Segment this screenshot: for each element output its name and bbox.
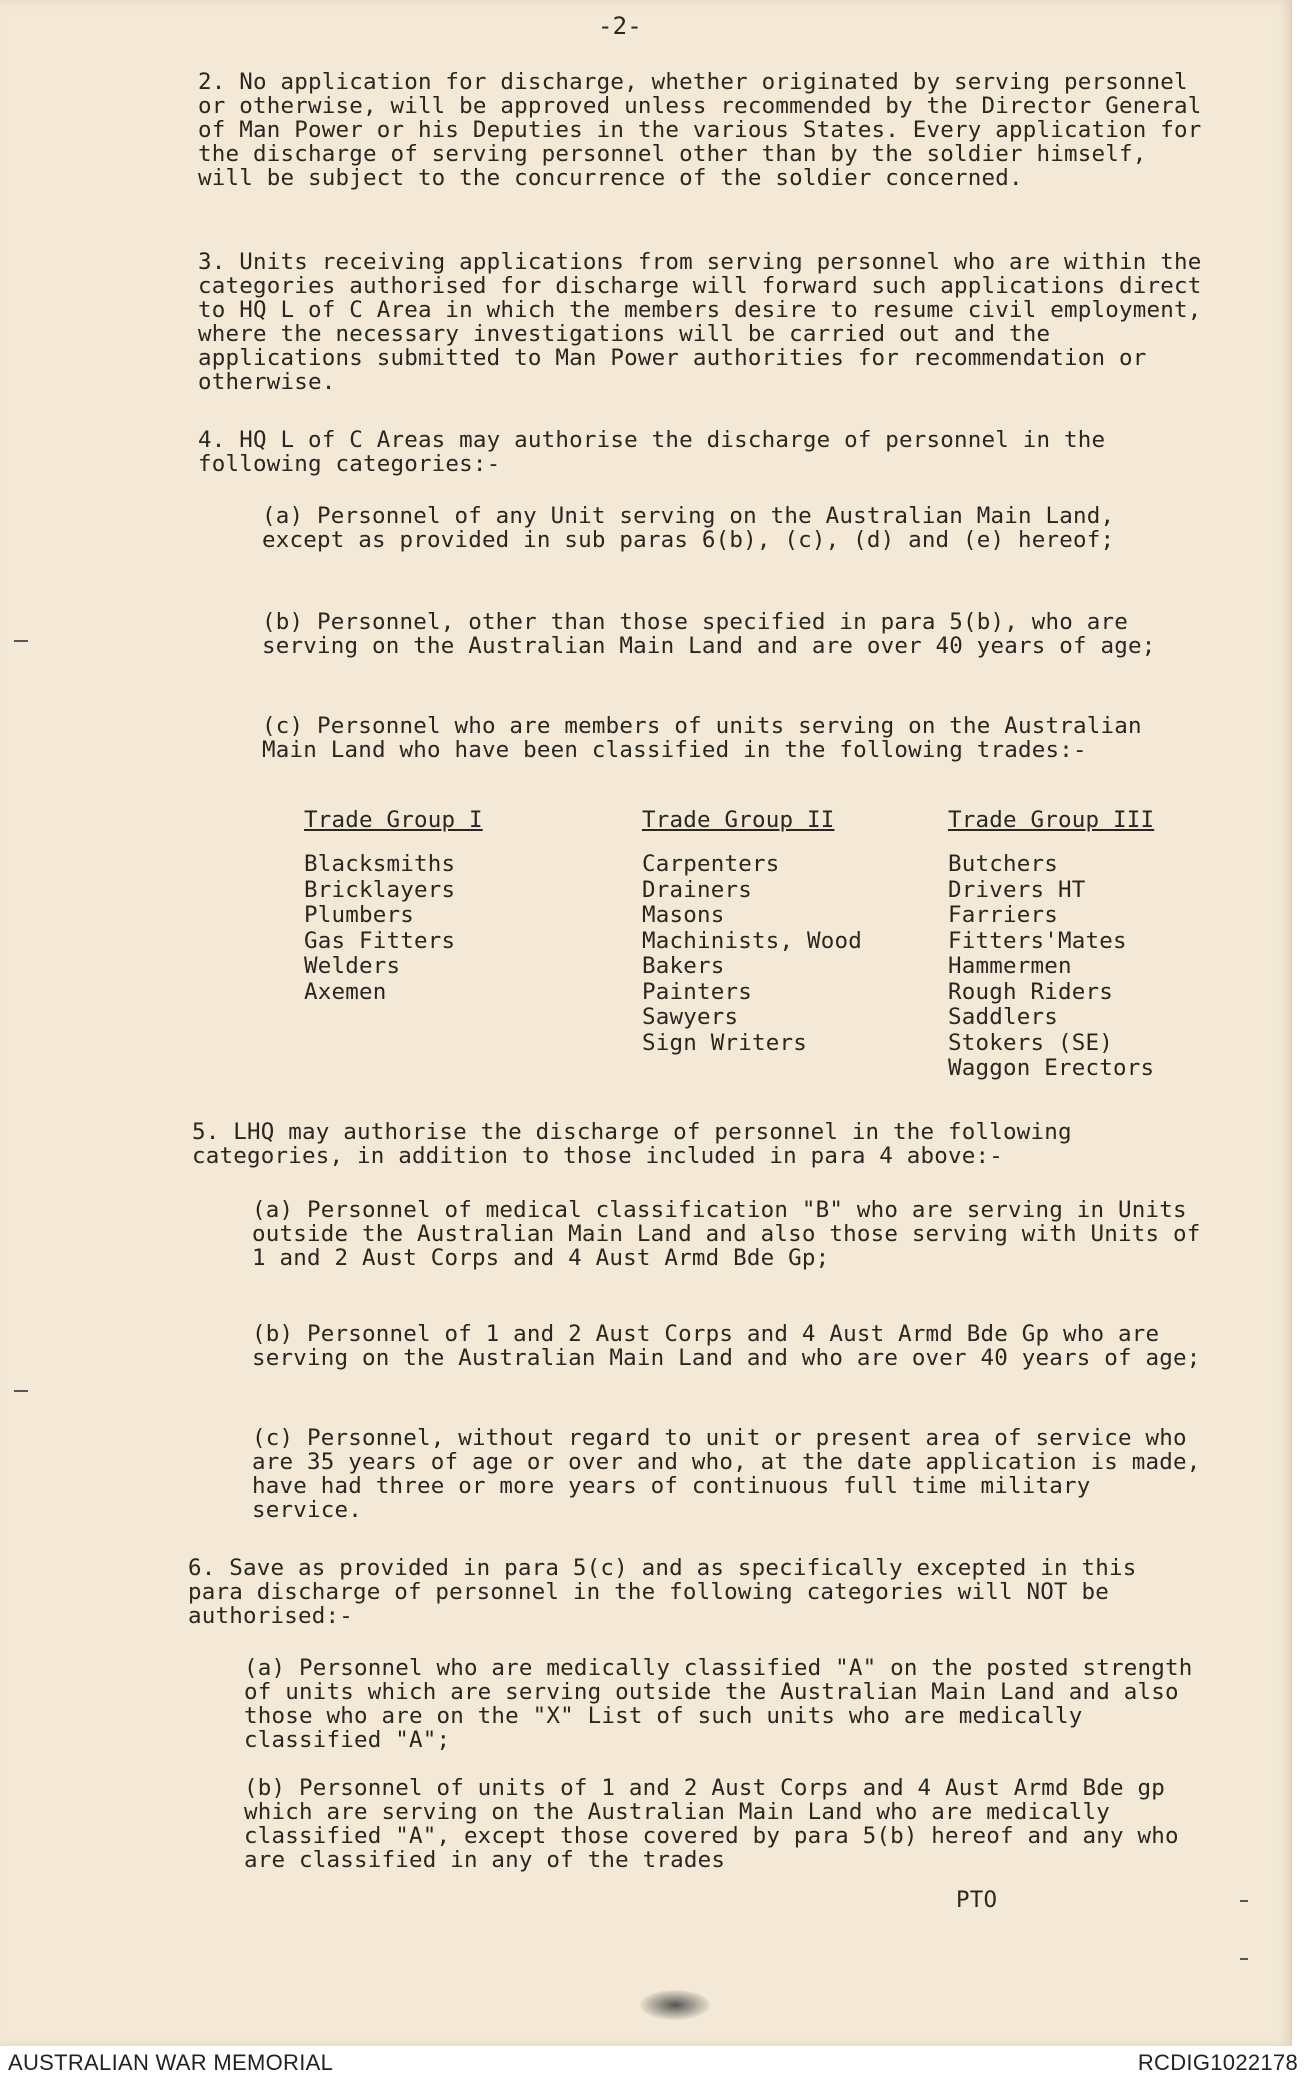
paragraph-3-text: 3. Units receiving applications from serving personnel who are within the categories authorised for discharge will forward such applications direct to HQ L of C Area in which the members desire to resume civil employment, where the necessary investigations will be carried out and the applications submitted to Man Power authorities for recommendation or otherwise. [198,249,1202,395]
trade-item: Blacksmiths [304,851,456,877]
trade-group-heading: Trade Group I [304,807,483,833]
trade-item: Sawyers [642,1004,739,1030]
paragraph-5a-text: (a) Personnel of medical classification "B" who are serving in Units outside the Australian Main Land and also those serving with Units of 1 and 2 Aust Corps and 4 Aust Armd Bde Gp; [252,1197,1201,1271]
paragraph-6 [188,1556,1196,1628]
paragraph-4 [198,428,1206,476]
trade-item: Stokers (SE) [948,1029,1113,1056]
page-edge [1291,0,1310,2046]
trade-item: Axemen [304,978,387,1005]
paragraph-4c-text: (c) Personnel who are members of units serving on the Australian Main Land who have been classified in the following trades:- [262,713,1142,763]
paragraph-5b [252,1322,1202,1370]
trade-item: Plumbers [304,902,414,928]
page-number: -2- [598,12,642,40]
paragraph-4b [262,610,1206,658]
trade-item: Welders [304,953,401,979]
trade-item: Drainers [642,876,752,903]
paragraph-5a [252,1198,1202,1270]
paragraph-6a-text: (a) Personnel who are medically classified "A" on the posted strength of units which are serving outside the Australian Main Land and also those who are on the "X" List of such units who are medically classified "A"; [244,1655,1193,1753]
paragraph-4c [262,714,1206,762]
trade-item: Drivers HT [948,876,1086,903]
trade-item: Butchers [948,851,1058,877]
paragraph-6b [244,1776,1202,1872]
paragraph-5c-text: (c) Personnel, without regard to unit or present area of service who are 35 years of age or over and who, at the date application is made, have had three or more years of continuous full time military service. [252,1425,1201,1523]
trade-group-heading: Trade Group III [948,807,1155,833]
trade-item: Carpenters [642,851,780,877]
trade-item: Painters [642,978,752,1005]
trade-group-heading: Trade Group II [642,807,835,833]
trade-item: Bricklayers [304,876,456,903]
paragraph-5 [192,1120,1200,1168]
trade-item: Hammermen [948,953,1072,979]
trade-item: Rough Riders [948,978,1113,1005]
trade-groups-table [0,808,1292,1098]
trade-item: Masons [642,902,725,928]
paragraph-6-text: 6. Save as provided in para 5(c) and as specifically excepted in this para discharge of personnel in the following categories will NOT be authorised:- [188,1555,1137,1629]
paragraph-6b-text: (b) Personnel of units of 1 and 2 Aust Corps and 4 Aust Armd Bde gp which are serving on the Australian Main Land who are medically classified "A", except those covered by para 5(b) hereof and any who are classified in any of the trades [244,1775,1179,1873]
paragraph-3 [198,250,1206,394]
paragraph-4-text: 4. HQ L of C Areas may authorise the discharge of personnel in the following categories:- [198,427,1106,477]
trade-item: Waggon Erectors [948,1055,1155,1081]
paragraph-2 [198,70,1206,190]
paragraph-2-text: 2. No application for discharge, whether originated by serving personnel or otherwise, will be approved unless recommended by the Director General of Man Power or his Deputies in the various States. Every application for the discharge of serving personnel other than by the soldier himself, will be subject to the concurrence of the soldier concerned. [198,69,1202,191]
margin-mark [1240,1958,1248,1960]
paragraph-5-text: 5. LHQ may authorise the discharge of personnel in the following categories, in addition to those included in para 4 above:- [192,1119,1072,1169]
footer-record-id: RCDIG1022178 [1137,2050,1298,2075]
paragraph-4b-text: (b) Personnel, other than those specified in para 5(b), who are serving on the Australian Main Land and are over 40 years of age; [262,609,1156,659]
trade-group-2 [642,808,862,1056]
trade-item: Gas Fitters [304,927,456,954]
paragraph-6a [244,1656,1202,1752]
trade-item: Fitters'Mates [948,927,1127,954]
trade-item: Saddlers [948,1004,1058,1030]
margin-mark [14,1390,28,1392]
margin-mark [14,640,28,642]
ink-smudge [640,1990,710,2020]
trade-item: Sign Writers [642,1029,807,1056]
trade-item: Machinists, Wood [642,927,862,954]
trade-item: Farriers [948,902,1058,928]
trade-group-1 [304,808,483,1005]
pto-note: PTO [956,1887,998,1913]
footer-archive-name: AUSTRALIAN WAR MEMORIAL [8,2050,334,2075]
paragraph-4a [262,504,1206,552]
trade-item: Bakers [642,953,725,979]
paragraph-5c [252,1426,1202,1522]
paragraph-4a-text: (a) Personnel of any Unit serving on the Australian Main Land, except as provided in sub paras 6(b), (c), (d) and (e) hereof; [262,503,1115,553]
margin-mark [1240,1900,1248,1902]
trade-group-3 [948,808,1154,1082]
paragraph-5b-text: (b) Personnel of 1 and 2 Aust Corps and 4 Aust Armd Bde Gp who are serving on the Australian Main Land and who are over 40 years of age; [252,1321,1201,1371]
